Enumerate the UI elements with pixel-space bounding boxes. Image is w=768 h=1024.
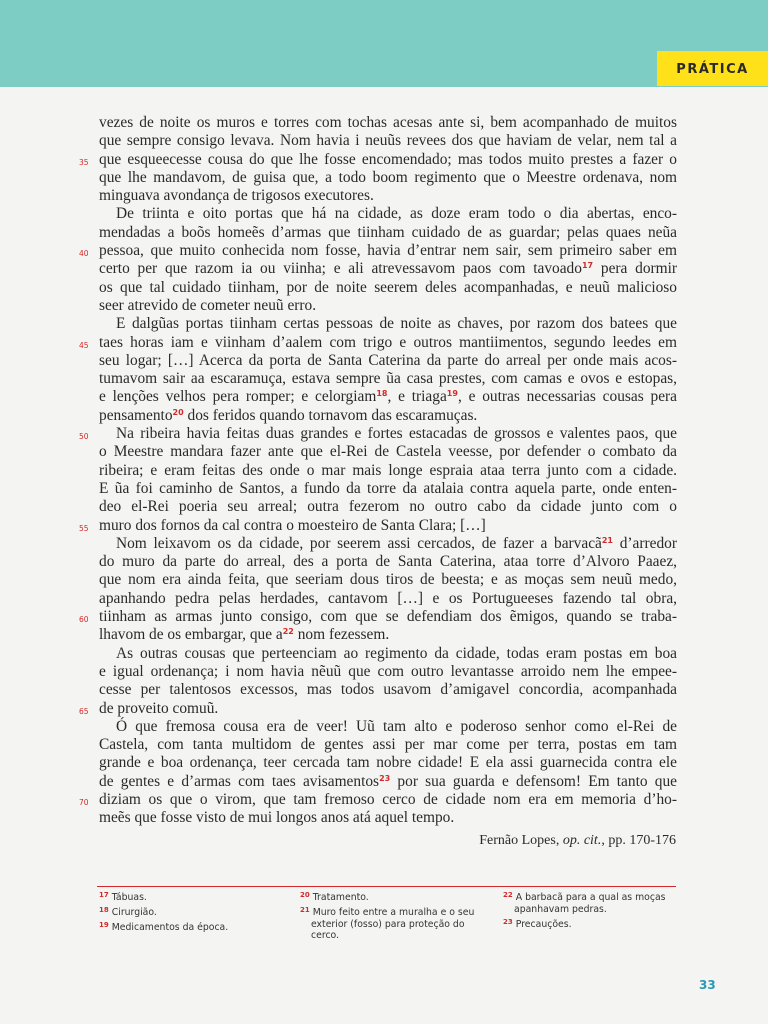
footnote-19: $^{19}$ Medicamentos da época. [99,921,229,933]
text-line: diziam os que o virom, que tam fremoso cerco de cidade nom era em memoria d’ho- [99,790,677,808]
text-line: ribeira; e eram feitas des onde o mar mais longe espraia ataa terra junto com a cidade. [99,461,677,479]
footnote-20: $^{20}$ Tratamento. [300,891,369,903]
text-line: muro dos fornos da cal contra o moesteiro de Santa Clara; […] [99,516,486,534]
text-line: Nom leixavom os da cidade, por seerem assi cercados, de fazer a barvacã$^{21}$ d’arredor [116,534,677,552]
text-line: cesse per talentosos excessos, mas todos usavom d’amigavel concordia, acompanhada [99,681,677,699]
footnote-marker: 18 [376,389,388,399]
section-tag: PRÁTICA [657,51,768,86]
text-line: grande e boa ordenança, teer cercada tam nobre cidade! E ela assi guarnecida contra ele [99,754,677,772]
footnote-22: $^{22}$ A barbacã para a qual as moças apanhavam pedras. [503,891,666,915]
text-line: de gentes e d’armas com taes avisamentos$^{23}$ por sua guarda e defensom! Em tanto que [99,772,677,790]
text-line: Na ribeira havia feitas duas grandes e fortes estacadas de grossos e valentes paos, que [116,425,677,443]
text-line: que sempre consigo levava. Nom havia i neuũs revees dos que haviam de velar, nem tal a [99,132,677,150]
footnote-marker: 22 [282,627,294,637]
text-line: e igual ordenança; i nom havia nẽuũ que com outro levantasse arroido nem lhe empee- [99,662,677,680]
text-line: deo el-Rei poeria seu arreal; outra fezerom no outro cabo da cidade junto com o [99,498,677,516]
text-line: taes horas iam e viinham d’aalem com trigo e outros mantiimentos, segundo leedes em [99,333,677,351]
footnote-21: $^{21}$ Muro feito entre a muralha e o seu exterior (fosso) para proteção do cerco. [300,906,475,941]
text-line: e lenções velhos pera romper; e celorgiam$^{18}$, e triaga$^{19}$, e outras necessarias cousas pera [99,388,678,406]
text-line: mendadas a boõs homeẽs d’armas que tiinham cuidado de as guardar; pelas quaes neũa [99,223,677,241]
line-number: 35 [79,158,89,167]
page-number: 33 [699,978,716,992]
text-line: que esqueecesse cousa do que lhe fosse encomendado; mas todos muito prestes a fazer o [99,150,677,168]
text-line: E dalgũas portas tiinham certas pessoas de noite as chaves, por razom dos batees que [116,315,677,333]
footnote-marker: 19 [446,389,458,399]
citation: Fernão Lopes, op. cit., pp. 170-176 [479,833,676,848]
text-line: vezes de noite os muros e torres com tochas acesas ante si, bem acompanhado de muitos [99,114,677,131]
footnotes-column-2 [300,890,495,943]
footnote-marker: 21 [601,535,613,545]
text-line: De triinta e oito portas que há na cidade, as doze eram todo o dia abertas, enco- [116,205,677,223]
footnotes-column-3 [503,890,678,932]
footnote-marker: 20 [172,407,184,417]
text-line: seu logar; […] Acerca da porta de Santa Caterina da parte do arreal per onde mais acos- [99,351,677,369]
footnotes-column-1 [99,890,289,935]
text-line: tumavom sair aa escaramuça, estava sempre ũa casa prestes, com camas e ovos e estopas, [99,370,677,388]
text-line: certo per que razom ia ou viinha; e ali atrevessavom paos com tavoado$^{17}$ pera dormir [99,260,678,278]
top-color-band [0,0,768,87]
line-number: 40 [79,249,89,258]
text-line: Ó que fremosa cousa era de veer! Uũ tam alto e poderoso senhor como el-Rei de [116,717,677,735]
text-line: tiinham as armas junto consigo, com que se defendiam dos ẽmigos, quando se traba- [99,608,677,626]
text-line: minguava avondança de trigosos executores. [99,187,374,205]
text-line: de proveito comuũ. [99,699,219,717]
line-number: 60 [79,615,89,624]
footnote-marker: 17 [581,261,594,271]
body-text [99,114,677,828]
text-line: E ũa foi caminho de Santos, a fundo da torre da atalaia contra aquela parte, onde enten- [99,479,677,497]
text-line: meẽs que fosse visto de mui longos anos atá aquel tempo. [99,809,455,827]
text-line: os que tal cuidado tiinham, por de noite seerem deles acompanhadas, e neuũ malicioso [99,278,677,296]
text-line: seer atrevido de cometer neuũ erro. [99,296,317,314]
text-line: pensamento$^{20}$ dos feridos quando tornavom das escaramuças. [99,406,478,424]
line-number: 55 [79,524,89,533]
text-line: apanhando pedra pelas herdades, cantavom […] e os Portugueeses fazendo tal obra, [99,589,677,607]
line-number: 70 [79,798,89,807]
footnote-divider [97,886,676,887]
line-number: 45 [79,341,89,350]
footnote-marker: 23 [379,773,391,783]
line-number: 50 [79,432,89,441]
footnote-18: $^{18}$ Cirurgião. [99,906,157,918]
text-line: Castela, com tanta multidom de gentes assi per mar come per terra, postas em tam [99,736,677,754]
text-line: o Meestre mandara fazer ante que el-Rei de Castela veesse, por defender o combato da [99,443,677,461]
footnote-23: $^{23}$ Precauções. [503,917,572,930]
text-line: As outras cousas que perteenciam ao regimento da cidade, todas eram postas em boa [116,644,677,662]
footnote-17: $^{17}$ Tábuas. [99,891,147,903]
line-number: 65 [79,707,89,716]
text-line: que nom era ainda feita, que seeriam dous tiros de beesta; e as moças sem neuũ medo, [99,571,677,589]
text-line: que lhe mandavom, de guisa que, a todo boom regimento que o Meestre ordenava, nom [99,168,677,186]
text-line: do muro da parte do arreal, des a porta de Santa Caterina, ataa torre d’Alvoro Paaez, [99,553,677,571]
text-line: pessoa, que muito conhecida nom fosse, havia d’entrar nem sair, sem primeiro saber em [99,242,677,260]
text-line: lhavom de os embargar, que a$^{22}$ nom fezessem. [99,626,390,644]
